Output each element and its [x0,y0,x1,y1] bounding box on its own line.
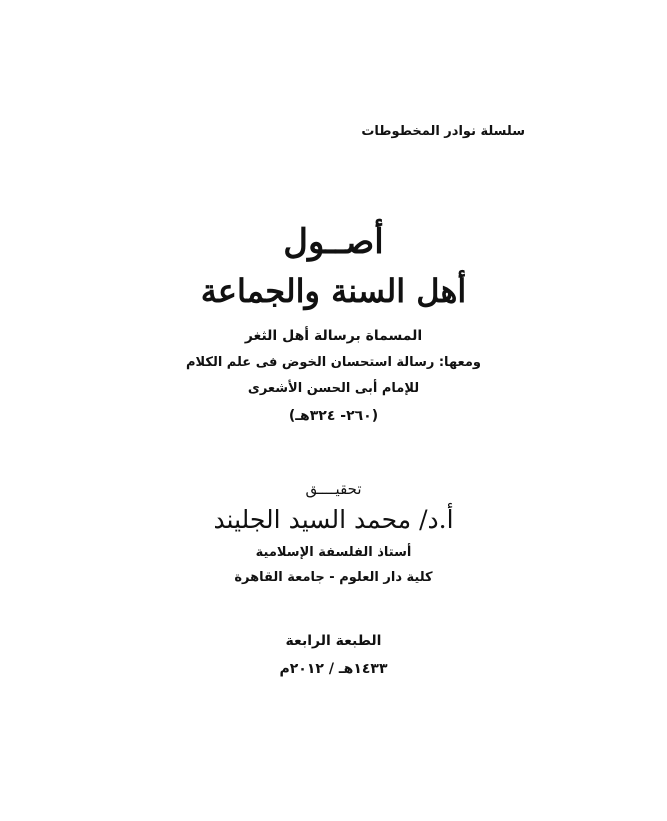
author-name: للإمام أبى الحسن الأشعرى [247,381,420,396]
editor-role: أستاذ الفلسفة الإسلامية [255,545,412,560]
editor-name: أ.د/ محمد السيد الجليند [213,505,454,534]
accompanying-treatise: ومعها: رسالة استحسان الخوض فى علم الكلام [185,355,481,370]
publication-year: ١٤٣٣هـ / ٢٠١٢م [279,661,388,677]
edition-label: الطبعة الرابعة [285,633,382,649]
book-title-line-2: أهل السنة والجماعة [200,272,467,310]
series-name: سلسلة نوادر المخطوطات [361,124,525,139]
editor-affiliation: كلية دار العلوم - جامعة القاهرة [234,570,433,585]
tahqiq-label: تحقيــــق [305,480,362,498]
author-dates: (٢٦٠- ٣٢٤هـ) [288,408,379,424]
book-title-line-1: أصــول [283,222,384,262]
book-subtitle: المسماة برسالة أهل الثغر [244,328,423,344]
